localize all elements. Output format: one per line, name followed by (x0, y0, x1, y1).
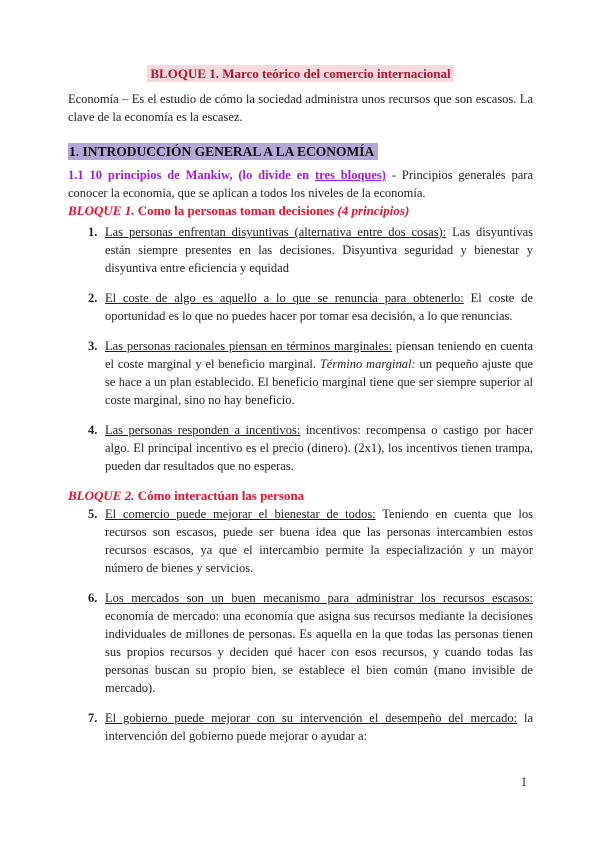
text-run: - Principios generales para conocer la economía, que se aplican a todos los niveles de la economía. (68, 168, 534, 200)
text-run: Como la personas toman decisiones (134, 203, 338, 218)
list-item (88, 289, 533, 325)
item-number: 7. (88, 711, 98, 725)
title-line (68, 64, 533, 84)
text-run: Las personas responden a incentivos: (105, 423, 301, 437)
item-number: 6. (88, 591, 98, 605)
list-item (88, 709, 533, 745)
intro-paragraph: Economía – Es el estudio de cómo la sociedad administra unos recursos que son escasos. La clave de la economía es la escasez. (68, 92, 533, 124)
item-text (105, 711, 533, 743)
block1-heading (68, 202, 533, 220)
block1-list (68, 223, 533, 475)
item-text (105, 225, 533, 275)
list-item (88, 589, 533, 697)
text-run: la intervención del gobierno puede mejorar o ayudar a: (105, 711, 533, 743)
text-run: El coste de oportunidad es lo que no puedes hacer por tomar esa decisión, a lo que renuncias. (105, 291, 533, 323)
item-number: 5. (88, 507, 98, 521)
text-run: Las personas racionales piensan en términos marginales: (105, 339, 393, 353)
text-run: BLOQUE 2. (68, 488, 135, 503)
list-item (88, 421, 534, 475)
list-item (88, 337, 533, 409)
text-run: El coste de algo es aquello a lo que se renuncia para obtenerlo: (105, 291, 464, 305)
text-run: piensan teniendo en cuenta el coste marginal y el beneficio marginal. (105, 339, 533, 371)
text-run: un pequeño ajuste que se hace a un plan establecido. El beneficio marginal tiene que ser siempre superior al coste marginal, sino no hay beneficio. (105, 357, 533, 407)
text-run: (4 principios) (337, 203, 410, 218)
block2-list (68, 505, 533, 745)
text-run: incentivos: recompensa o castigo por hacer algo. El principal incentivo es el precio (dinero). (2x1), los incentivos tienen trampa, pueden dar resultados que no esperas. (105, 423, 534, 473)
page-number: 1 (520, 775, 527, 789)
text-run: Cómo interactúan las persona (134, 488, 305, 503)
list-item (88, 505, 533, 577)
subsection-heading (68, 166, 533, 202)
text-run: El gobierno puede mejorar con su intervención el desempeño del mercado: (105, 711, 518, 725)
text-run: Término marginal: (319, 357, 416, 371)
item-number: 3. (88, 339, 98, 353)
block2-heading (68, 487, 533, 505)
item-number: 2. (88, 291, 98, 305)
text-run: Los mercados son un buen mecanismo para administrar los recursos escasos: (105, 591, 533, 605)
text-run: 1.1 10 principios de Mankiw, (lo divide en (68, 168, 316, 182)
item-number: 4. (88, 423, 98, 437)
section-heading-line (68, 142, 533, 162)
text-run: tres bloques) (315, 168, 386, 182)
text-run: Teniendo en cuenta que los recursos son escasos, puede ser buena idea que las personas intercambien estos recursos escasos, ya que el intercambio permite la especialización y un mayor número de bienes y servicios. (105, 507, 533, 575)
item-text (105, 339, 533, 407)
item-text (105, 507, 533, 575)
text-run: economía de mercado: una economía que asigna sus recursos mediante la decisiones individuales de millones de personas. Es aquella en la que todas las personas tienen sus propios recursos y deciden qué hacer con esos recursos, y cuando todas las personas buscan su propio bien, se establece el bien común (mano invisible de mercado). (105, 609, 533, 695)
section-heading: 1. INTRODUCCIÓN GENERAL A LA ECONOMÍA (68, 143, 378, 160)
item-number: 1. (88, 225, 98, 239)
text-run: BLOQUE 1. (68, 203, 135, 218)
text-run: Las personas enfrentan disyuntivas (alternativa entre dos cosas): (105, 225, 447, 239)
item-text (105, 291, 533, 323)
item-text (105, 423, 533, 473)
document-title: BLOQUE 1. Marco teórico del comercio internacional (147, 65, 453, 82)
text-run: Las disyuntivas están siempre presentes en las decisiones. Disyuntiva seguridad y bienestar y disyuntiva entre eficiencia y equidad (105, 225, 533, 275)
list-item (88, 223, 533, 277)
text-run: El comercio puede mejorar el bienestar de todos: (105, 507, 376, 521)
item-text (105, 591, 533, 695)
